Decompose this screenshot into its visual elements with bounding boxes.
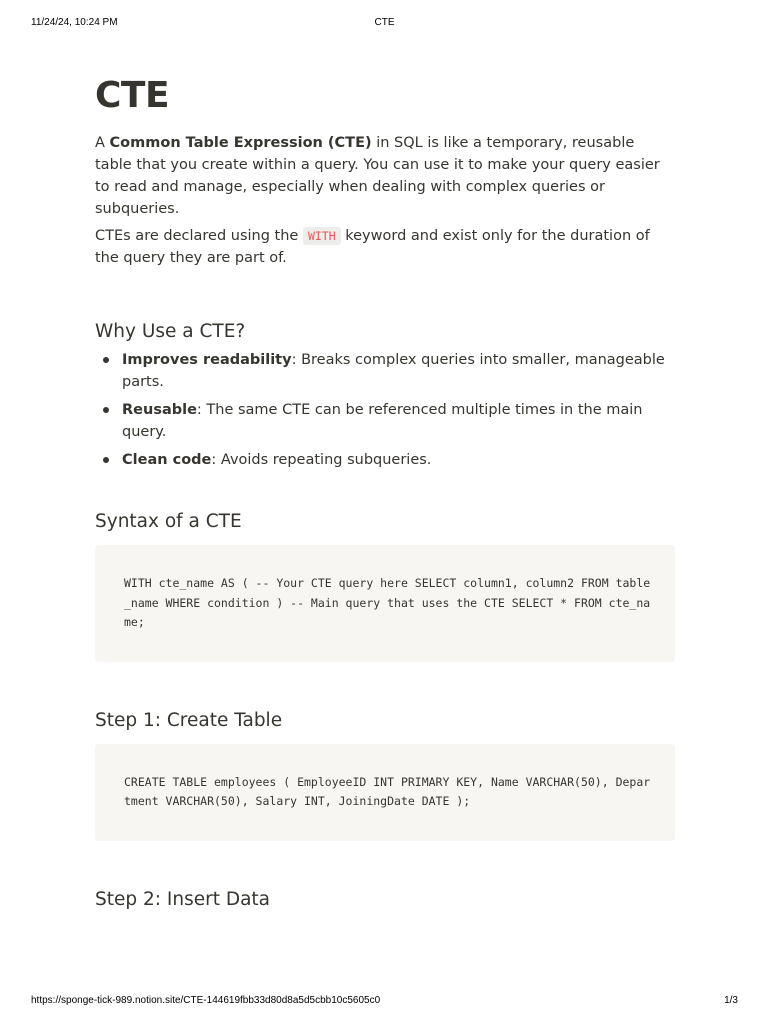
declared-suffix: keyword and exist only for the duration of the query they are part of. bbox=[95, 228, 650, 266]
bullet-text: : Avoids repeating subqueries. bbox=[211, 452, 432, 468]
syntax-heading: Syntax of a CTE bbox=[95, 511, 242, 532]
print-title: CTE bbox=[374, 17, 395, 28]
list-item bbox=[95, 449, 675, 471]
intro-suffix: in SQL is like a temporary, reusable table that you create within a query. You can use it to make your query easier to read and manage, especially when dealing with complex queries or subqueries. bbox=[95, 135, 660, 217]
bullet-dot-icon bbox=[103, 407, 109, 413]
bullet-dot-icon bbox=[103, 457, 109, 463]
bullet-dot-icon bbox=[103, 357, 109, 363]
print-datetime: 11/24/24, 10:24 PM bbox=[31, 17, 118, 28]
bullet-term: Reusable bbox=[122, 402, 197, 418]
page-title: CTE bbox=[95, 75, 170, 116]
why-heading: Why Use a CTE? bbox=[95, 321, 246, 342]
print-footer bbox=[31, 995, 738, 1009]
why-list bbox=[95, 349, 675, 471]
step2-heading: Step 2: Insert Data bbox=[95, 888, 271, 910]
bullet-term: Improves readability bbox=[122, 352, 292, 368]
list-item bbox=[95, 349, 675, 393]
print-url: https://sponge-tick-989.notion.site/CTE-144619fbb33d80d8a5d5cbb10c5605c0 bbox=[31, 995, 381, 1006]
intro-prefix: A bbox=[95, 135, 110, 151]
intro-bold-term: Common Table Expression (CTE) bbox=[109, 135, 372, 151]
page-content bbox=[95, 70, 675, 913]
declared-prefix: CTEs are declared using the bbox=[95, 228, 303, 244]
create-table-code-block: CREATE TABLE employees ( EmployeeID INT PRIMARY KEY, Name VARCHAR(50), Department VARCHAR(50), Salary INT, JoiningDate DATE ); bbox=[95, 744, 675, 841]
bullet-text: : Breaks complex queries into smaller, manageable parts. bbox=[122, 352, 665, 390]
print-page-number: 1/3 bbox=[724, 995, 738, 1006]
step1-heading: Step 1: Create Table bbox=[95, 709, 283, 731]
declared-paragraph bbox=[95, 225, 675, 269]
print-header bbox=[31, 17, 738, 31]
bullet-text: : The same CTE can be referenced multiple times in the main query. bbox=[122, 402, 643, 440]
list-item bbox=[95, 399, 675, 443]
intro-paragraph bbox=[95, 132, 675, 220]
syntax-code-block: WITH cte_name AS ( -- Your CTE query here SELECT column1, column2 FROM table_name WHERE condition ) -- Main query that uses the CTE SELECT * FROM cte_name; bbox=[95, 545, 675, 662]
with-keyword-code: WITH bbox=[303, 227, 341, 245]
bullet-term: Clean code bbox=[122, 452, 212, 468]
